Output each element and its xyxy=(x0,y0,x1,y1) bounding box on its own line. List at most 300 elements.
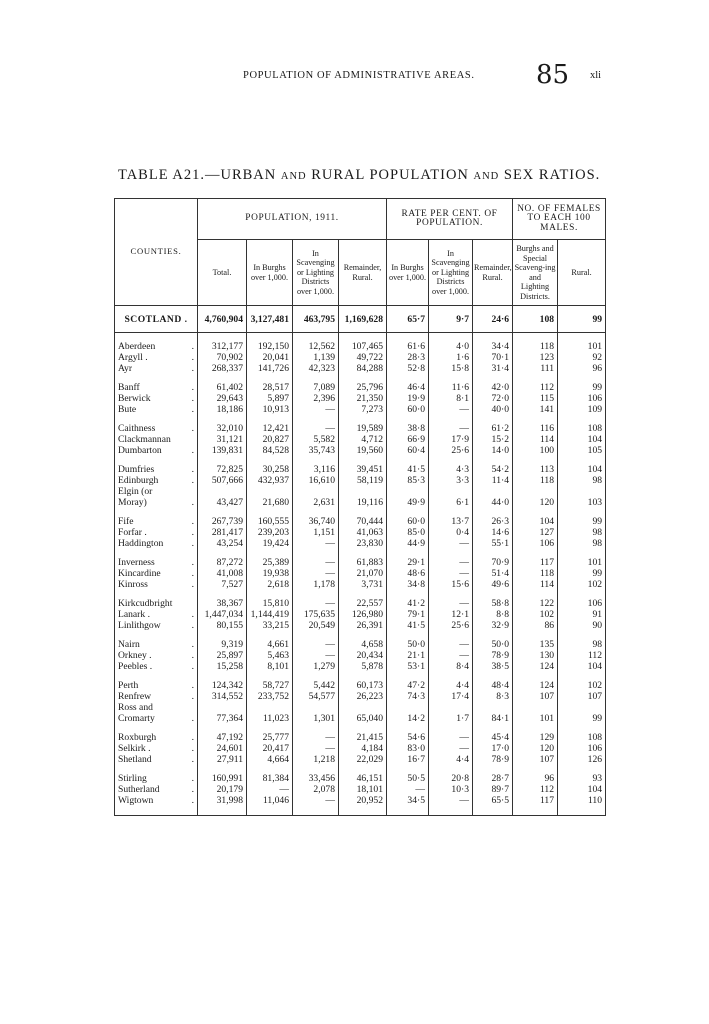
table-cell: 3·3 xyxy=(429,475,473,486)
table-cell: 160,991 xyxy=(198,773,247,784)
table-cell: 99 xyxy=(558,382,606,393)
table-cell: 8·8 xyxy=(473,609,513,620)
table-row xyxy=(115,341,606,352)
table-cell xyxy=(387,702,429,713)
county-name xyxy=(115,497,198,508)
col-header: In Scavenging or Lighting Districts over 1,000. xyxy=(293,240,339,306)
table-cell: 47,192 xyxy=(198,732,247,743)
county-name xyxy=(115,486,198,497)
table-cell: 123 xyxy=(513,352,558,363)
table-cell: — xyxy=(293,743,339,754)
table-row xyxy=(115,784,606,795)
table-row xyxy=(115,464,606,475)
table-cell: 141 xyxy=(513,404,558,415)
scotland-row xyxy=(115,306,606,333)
table-cell: 84·1 xyxy=(473,713,513,724)
table-cell: 8·1 xyxy=(429,393,473,404)
table-row xyxy=(115,393,606,404)
table-cell: 61,402 xyxy=(198,382,247,393)
county-label: Caithness xyxy=(118,423,156,434)
table-cell: 192,150 xyxy=(247,341,293,352)
table-cell: 124 xyxy=(513,680,558,691)
table-row xyxy=(115,743,606,754)
col-header: In Burghs over 1,000. xyxy=(387,240,429,306)
table-cell: 268,337 xyxy=(198,363,247,374)
table-title xyxy=(118,167,600,184)
table-cell: 44·0 xyxy=(473,497,513,508)
group-spacer xyxy=(115,508,606,516)
county-name xyxy=(115,598,198,609)
col-header: Rural. xyxy=(558,240,606,306)
county-name xyxy=(115,732,198,743)
leader-dot: . xyxy=(191,639,194,650)
table-row xyxy=(115,620,606,631)
county-label: Kinross xyxy=(118,579,148,590)
table-cell: 50·0 xyxy=(387,639,429,650)
table-cell: 104 xyxy=(558,784,606,795)
table-cell: 25·6 xyxy=(429,620,473,631)
leader-dot: . xyxy=(191,754,194,765)
table-cell: 8,101 xyxy=(247,661,293,672)
table-row xyxy=(115,363,606,374)
table-cell: 1,151 xyxy=(293,527,339,538)
table-cell: — xyxy=(387,784,429,795)
county-label: Nairn xyxy=(118,639,140,650)
table-cell: — xyxy=(293,404,339,415)
table-cell: 120 xyxy=(513,497,558,508)
table-cell: 25,777 xyxy=(247,732,293,743)
leader-dot: . xyxy=(191,538,194,549)
table-cell: 54·2 xyxy=(473,464,513,475)
leader-dot: . xyxy=(191,423,194,434)
table-cell: 25,389 xyxy=(247,557,293,568)
table-cell: 46·4 xyxy=(387,382,429,393)
county-label: Elgin (or xyxy=(118,486,153,497)
table-cell: 26,223 xyxy=(339,691,387,702)
county-label: Dumbarton xyxy=(118,445,162,456)
table-cell xyxy=(293,702,339,713)
table-cell: 110 xyxy=(558,795,606,816)
table-cell: 61,883 xyxy=(339,557,387,568)
county-name xyxy=(115,773,198,784)
table-cell: 4,661 xyxy=(247,639,293,650)
table-cell: 72,825 xyxy=(198,464,247,475)
table-cell: 2,078 xyxy=(293,784,339,795)
table-cell: 106 xyxy=(558,743,606,754)
leader-dot: . xyxy=(191,363,194,374)
table-cell: 99 xyxy=(558,713,606,724)
table-row xyxy=(115,661,606,672)
table-cell: 19,116 xyxy=(339,497,387,508)
table-cell: 34·5 xyxy=(387,795,429,816)
table-cell: 130 xyxy=(513,650,558,661)
table-row xyxy=(115,754,606,765)
leader-dot: . xyxy=(191,527,194,538)
table-cell: 104 xyxy=(558,434,606,445)
table-cell: 107 xyxy=(513,754,558,765)
group-spacer xyxy=(115,374,606,382)
table-cell: 44·9 xyxy=(387,538,429,549)
county-label: Aberdeen xyxy=(118,341,156,352)
table-cell: 10·3 xyxy=(429,784,473,795)
table-cell: 127 xyxy=(513,527,558,538)
table-cell: — xyxy=(429,795,473,816)
table-cell xyxy=(198,486,247,497)
table-cell: 1,178 xyxy=(293,579,339,590)
county-label: Wigtown xyxy=(118,795,154,806)
table-cell: 17·0 xyxy=(473,743,513,754)
leader-dot: . xyxy=(191,516,194,527)
table-cell: 30,258 xyxy=(247,464,293,475)
county-label: Peebles . xyxy=(118,661,153,672)
table-row xyxy=(115,691,606,702)
table-cell: — xyxy=(293,557,339,568)
county-name xyxy=(115,754,198,765)
table-cell: 11·4 xyxy=(473,475,513,486)
table-cell: 22,029 xyxy=(339,754,387,765)
leader-dot: . xyxy=(191,568,194,579)
county-name xyxy=(115,538,198,549)
table-cell: 32,010 xyxy=(198,423,247,434)
table-cell: 1,218 xyxy=(293,754,339,765)
county-label: Renfrew xyxy=(118,691,152,702)
county-label: Kirkcudbright xyxy=(118,598,173,609)
leader-dot: . xyxy=(191,784,194,795)
table-cell: 50·0 xyxy=(473,639,513,650)
county-label: Orkney . xyxy=(118,650,152,661)
table-title-part: AND xyxy=(280,171,307,182)
table-cell: 16,610 xyxy=(293,475,339,486)
table-row xyxy=(115,579,606,590)
table-cell: 74·3 xyxy=(387,691,429,702)
table-cell: 7,527 xyxy=(198,579,247,590)
table-cell xyxy=(513,702,558,713)
table-cell: 92 xyxy=(558,352,606,363)
leader-dot: . xyxy=(191,713,194,724)
table-cell: 118 xyxy=(513,475,558,486)
table-cell: 42,323 xyxy=(293,363,339,374)
table-cell xyxy=(429,486,473,497)
table-row xyxy=(115,516,606,527)
group-spacer xyxy=(115,415,606,423)
table-cell: 3,116 xyxy=(293,464,339,475)
table-cell: 84,528 xyxy=(247,445,293,456)
table-cell: 21·1 xyxy=(387,650,429,661)
county-label: Stirling xyxy=(118,773,147,784)
county-name xyxy=(115,661,198,672)
table-cell xyxy=(558,702,606,713)
table-cell xyxy=(339,702,387,713)
table-cell: 41,063 xyxy=(339,527,387,538)
county-name xyxy=(115,527,198,538)
table-cell: 4·4 xyxy=(429,680,473,691)
table-cell: — xyxy=(429,557,473,568)
table-cell: 85·0 xyxy=(387,527,429,538)
table-cell: 26,391 xyxy=(339,620,387,631)
table-cell: 33,215 xyxy=(247,620,293,631)
col-header: In Scavenging or Lighting Districts over 1,000. xyxy=(429,240,473,306)
table-cell: 115 xyxy=(513,393,558,404)
table-cell: 31·4 xyxy=(473,363,513,374)
table-cell: 58,727 xyxy=(247,680,293,691)
table-cell: 31,121 xyxy=(198,434,247,445)
table-cell: 20,827 xyxy=(247,434,293,445)
table-cell: — xyxy=(429,639,473,650)
table-cell: 3,127,481 xyxy=(247,306,293,333)
table-cell: 47·2 xyxy=(387,680,429,691)
col-header: Remainder, Rural. xyxy=(339,240,387,306)
table-cell: 70,902 xyxy=(198,352,247,363)
table-cell: 20,434 xyxy=(339,650,387,661)
county-name xyxy=(115,702,198,713)
leader-dot: . xyxy=(191,609,194,620)
table-cell: 40·0 xyxy=(473,404,513,415)
table-cell: 124,342 xyxy=(198,680,247,691)
table-cell: 25·6 xyxy=(429,445,473,456)
table-cell xyxy=(387,486,429,497)
county-label: Fife xyxy=(118,516,134,527)
group-spacer xyxy=(115,765,606,773)
table-row xyxy=(115,352,606,363)
table-cell: 41·2 xyxy=(387,598,429,609)
county-name xyxy=(115,393,198,404)
table-cell: 99 xyxy=(558,568,606,579)
table-cell: 6·1 xyxy=(429,497,473,508)
county-name xyxy=(115,639,198,650)
county-name xyxy=(115,445,198,456)
table-cell xyxy=(473,702,513,713)
table-cell: 112 xyxy=(513,382,558,393)
county-label: Dumfries xyxy=(118,464,155,475)
table-cell: 86 xyxy=(513,620,558,631)
table-cell: 3,731 xyxy=(339,579,387,590)
county-label: Bute xyxy=(118,404,137,415)
table-cell: 96 xyxy=(513,773,558,784)
leader-dot: . xyxy=(191,382,194,393)
table-cell: 60,173 xyxy=(339,680,387,691)
table-cell: — xyxy=(247,784,293,795)
table-cell: 1,447,034 xyxy=(198,609,247,620)
col-header: In Burghs over 1,000. xyxy=(247,240,293,306)
table-cell: 83·0 xyxy=(387,743,429,754)
leader-dot: . xyxy=(191,352,194,363)
table-cell: — xyxy=(293,650,339,661)
table-cell: 1·6 xyxy=(429,352,473,363)
table-cell: — xyxy=(293,598,339,609)
table-cell: — xyxy=(429,650,473,661)
table-cell: 98 xyxy=(558,639,606,650)
running-head xyxy=(0,60,709,90)
table-title-part: RURAL POPULATION xyxy=(311,167,469,183)
table-cell: 117 xyxy=(513,557,558,568)
table-cell: 1,144,419 xyxy=(247,609,293,620)
table-cell: 78·9 xyxy=(473,650,513,661)
table-cell: 22,557 xyxy=(339,598,387,609)
rate-group-header: RATE PER CENT. OF POPULATION. xyxy=(387,199,513,240)
table-cell: — xyxy=(429,598,473,609)
table-cell: 8·4 xyxy=(429,661,473,672)
table-cell: 28·3 xyxy=(387,352,429,363)
table-cell: 19,424 xyxy=(247,538,293,549)
table-cell: 48·6 xyxy=(387,568,429,579)
table-cell: 29,643 xyxy=(198,393,247,404)
table-cell: 23,830 xyxy=(339,538,387,549)
table-cell: 15,258 xyxy=(198,661,247,672)
table-cell: 81,384 xyxy=(247,773,293,784)
group-spacer xyxy=(115,631,606,639)
table-cell: 78·9 xyxy=(473,754,513,765)
table-cell: 96 xyxy=(558,363,606,374)
table-cell: 43,427 xyxy=(198,497,247,508)
county-label: Cromarty xyxy=(118,713,155,724)
table-cell: 124 xyxy=(513,661,558,672)
table-cell: 7,089 xyxy=(293,382,339,393)
table-cell xyxy=(473,486,513,497)
table-row xyxy=(115,557,606,568)
table-cell: 34·4 xyxy=(473,341,513,352)
table-cell: 60·4 xyxy=(387,445,429,456)
table-cell: 90 xyxy=(558,620,606,631)
table-row xyxy=(115,486,606,497)
table-cell: 1·7 xyxy=(429,713,473,724)
table-cell: 19·9 xyxy=(387,393,429,404)
table-row xyxy=(115,609,606,620)
county-name xyxy=(115,516,198,527)
table-row xyxy=(115,795,606,816)
table-cell: 39,451 xyxy=(339,464,387,475)
table-cell: 17·4 xyxy=(429,691,473,702)
leader-dot: . xyxy=(191,393,194,404)
table-cell: 54,577 xyxy=(293,691,339,702)
table-cell: 98 xyxy=(558,475,606,486)
table-row xyxy=(115,639,606,650)
table-cell xyxy=(513,486,558,497)
table-cell: 102 xyxy=(558,579,606,590)
county-label: Linlithgow xyxy=(118,620,161,631)
table-cell: 106 xyxy=(513,538,558,549)
county-label: Argyll . xyxy=(118,352,148,363)
group-spacer xyxy=(115,672,606,680)
table-cell: 4·4 xyxy=(429,754,473,765)
table-row xyxy=(115,702,606,713)
table-cell: 107 xyxy=(513,691,558,702)
table-cell: 19,938 xyxy=(247,568,293,579)
table-cell: 126 xyxy=(558,754,606,765)
table-cell: 24·6 xyxy=(473,306,513,333)
table-row xyxy=(115,650,606,661)
table-cell: 120 xyxy=(513,743,558,754)
table-cell: 20,549 xyxy=(293,620,339,631)
table-cell: 84,288 xyxy=(339,363,387,374)
county-label: Roxburgh xyxy=(118,732,157,743)
table-cell: 112 xyxy=(513,784,558,795)
table-cell: — xyxy=(429,423,473,434)
county-label: Forfar . xyxy=(118,527,147,538)
table-cell: 29·1 xyxy=(387,557,429,568)
table-cell: 104 xyxy=(558,464,606,475)
table-cell: 15·6 xyxy=(429,579,473,590)
table-cell: 9·7 xyxy=(429,306,473,333)
table-cell: 32·9 xyxy=(473,620,513,631)
table-row xyxy=(115,475,606,486)
leader-dot: . xyxy=(191,557,194,568)
table-cell: 463,795 xyxy=(293,306,339,333)
table-cell: 28·7 xyxy=(473,773,513,784)
table-cell: 114 xyxy=(513,579,558,590)
table-cell: 122 xyxy=(513,598,558,609)
table-cell: 15·2 xyxy=(473,434,513,445)
table-cell: 4·0 xyxy=(429,341,473,352)
table-cell: — xyxy=(429,538,473,549)
table-cell: 5,897 xyxy=(247,393,293,404)
county-name xyxy=(115,609,198,620)
table-cell xyxy=(429,702,473,713)
table-cell: — xyxy=(293,538,339,549)
table-cell: 20,952 xyxy=(339,795,387,816)
table-cell: 70·9 xyxy=(473,557,513,568)
table-cell: 24,601 xyxy=(198,743,247,754)
population-table xyxy=(114,198,606,816)
group-spacer xyxy=(115,549,606,557)
table-cell: 49,722 xyxy=(339,352,387,363)
table-cell: 42·0 xyxy=(473,382,513,393)
table-cell: 16·7 xyxy=(387,754,429,765)
table-cell: — xyxy=(293,423,339,434)
table-cell: 80,155 xyxy=(198,620,247,631)
table-cell: 21,070 xyxy=(339,568,387,579)
table-cell: — xyxy=(293,732,339,743)
county-label: Selkirk . xyxy=(118,743,151,754)
table-cell: 114 xyxy=(513,434,558,445)
table-cell: 0·4 xyxy=(429,527,473,538)
table-cell: 432,937 xyxy=(247,475,293,486)
table-cell: 5,582 xyxy=(293,434,339,445)
table-cell: 160,555 xyxy=(247,516,293,527)
table-cell: 4,760,904 xyxy=(198,306,247,333)
table-cell: 28,517 xyxy=(247,382,293,393)
table-row xyxy=(115,423,606,434)
table-cell: 106 xyxy=(558,598,606,609)
table-cell: 139,831 xyxy=(198,445,247,456)
leader-dot: . xyxy=(191,445,194,456)
county-name xyxy=(115,795,198,816)
table-cell: 45·4 xyxy=(473,732,513,743)
table-cell: 18,186 xyxy=(198,404,247,415)
table-cell: 50·5 xyxy=(387,773,429,784)
table-cell: 38,367 xyxy=(198,598,247,609)
table-cell: 72·0 xyxy=(473,393,513,404)
table-cell: 20,417 xyxy=(247,743,293,754)
table-cell xyxy=(293,486,339,497)
table-row xyxy=(115,773,606,784)
table-cell: 99 xyxy=(558,516,606,527)
table-cell: 19,560 xyxy=(339,445,387,456)
table-row xyxy=(115,382,606,393)
leader-dot: . xyxy=(191,404,194,415)
leader-dot: . xyxy=(191,620,194,631)
table-cell: 41·5 xyxy=(387,464,429,475)
table-cell: 12,421 xyxy=(247,423,293,434)
table-cell: 49·9 xyxy=(387,497,429,508)
table-cell: 53·1 xyxy=(387,661,429,672)
table-cell: 15,810 xyxy=(247,598,293,609)
leader-dot: . xyxy=(191,795,194,806)
table-cell: 111 xyxy=(513,363,558,374)
counties-header: COUNTIES. xyxy=(115,199,198,306)
table-cell: 66·9 xyxy=(387,434,429,445)
table-cell: 58·8 xyxy=(473,598,513,609)
table-cell: 36,740 xyxy=(293,516,339,527)
